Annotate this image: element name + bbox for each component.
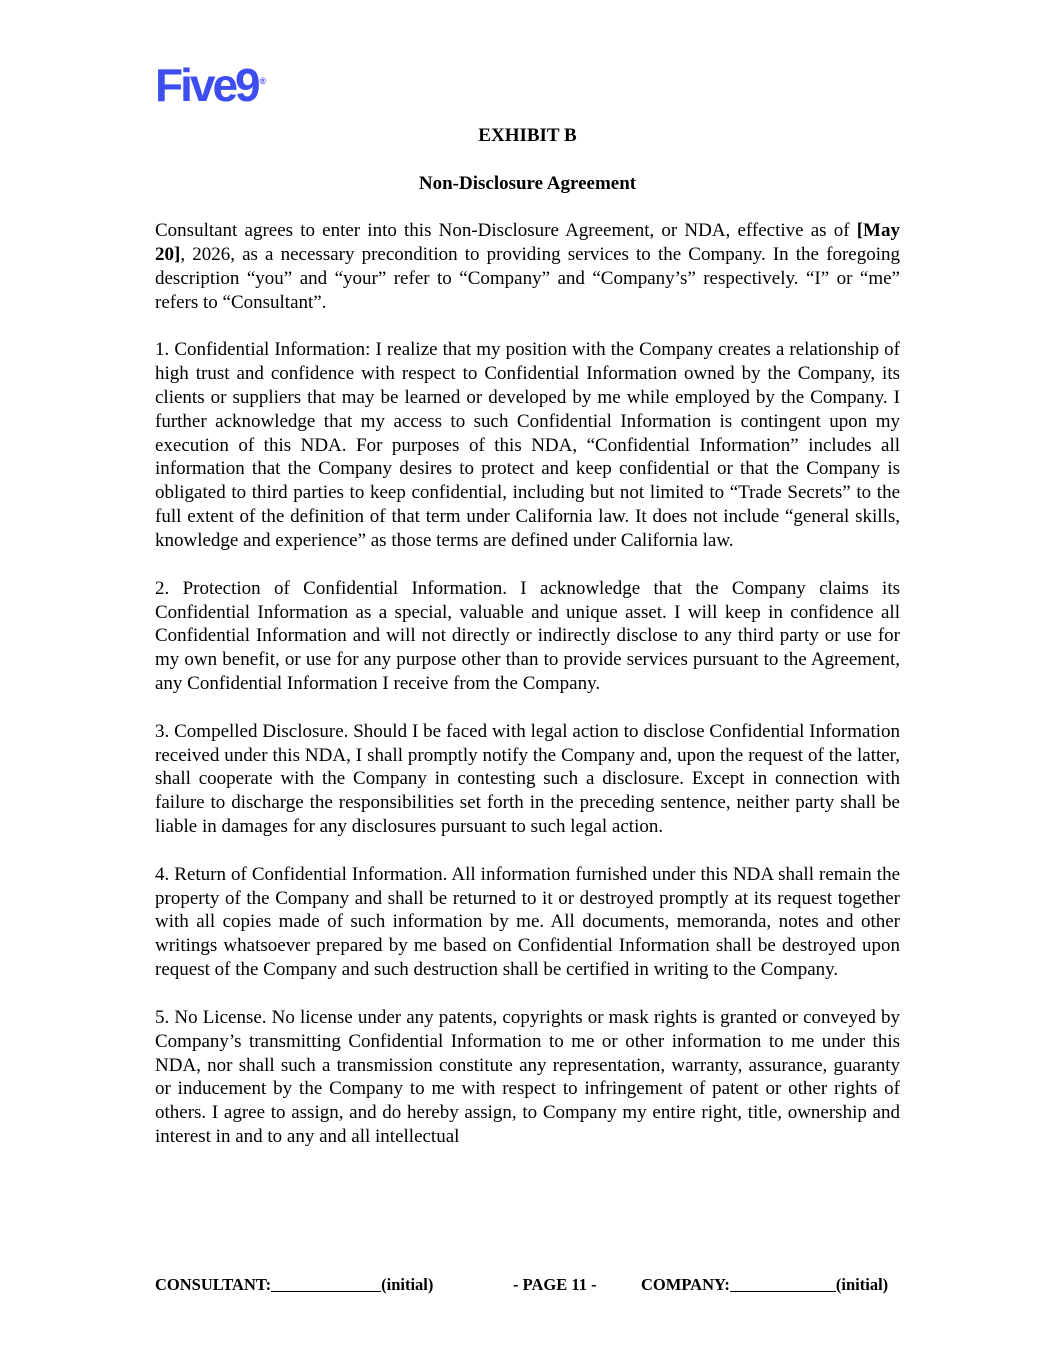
agreement-body [155,219,900,1173]
section-return: 4. Return of Confidential Information. All information furnished under this NDA shall remain the property of the Company and shall be returned to it or destroyed promptly at its request together with all copies made of such information by me. All documents, memoranda, notes and other writings whatsoever prepared by me based on Confidential Information shall be destroyed upon request of the Company and such destruction shall be certified in writing to the Company. [155,863,900,981]
intro-paragraph [155,219,900,314]
section-confidential-information: 1. Confidential Information: I realize that my position with the Company creates a relationship of high trust and confidence with respect to Confidential Information owned by the Company, its clients or suppliers that may be learned or developed by me while employed by the Company. I further acknowledge that my access to such Confidential Information is contingent upon my execution of this NDA. For purposes of this NDA, “Confidential Information” includes all information that the Company desires to protect and keep confidential or that the Company is obligated to third parties to keep confidential, including but not limited to “Trade Secrets” to the full extent of the definition of that term under California law. It does not include “general skills, knowledge and experience” as those terms are defined under California law. [155,339,900,551]
five9-logo [155,59,267,111]
section-protection: 2. Protection of Confidential Information. I acknowledge that the Company claims its Confidential Information as a special, valuable and unique asset. I will keep in confidence all Confidential Information and will not directly or indirectly disclose to any third party or use for my own benefit, or use for any purpose other than to provide services pursuant to the Agreement, any Confidential Information I receive from the Company. [155,577,900,695]
company-initial-label: (initial) [835,1275,889,1294]
company-label: COMPANY: [641,1275,730,1294]
consultant-initial-label: (initial) [381,1275,434,1294]
page-number: - PAGE 11 - [513,1275,597,1294]
intro-text-start: Consultant agrees to enter into this Non-Disclosure Agreement, or NDA, effective as of [155,220,857,241]
intro-text-end: , 2026, as a necessary precondition to providing services to the Company. In the foregoing description “you” and “your” refer to “Company” and “Company’s” respectively. “I” or “me” refers to “Consultant”. [155,243,900,313]
company-initial-line [730,1277,836,1292]
registered-mark: ® [259,76,267,86]
logo-text: Five9 [155,59,258,111]
consultant-label: CONSULTANT: [155,1275,272,1294]
exhibit-title: EXHIBIT B [478,125,577,146]
consultant-initial-line [271,1277,381,1292]
consultant-initial-block [155,1275,433,1295]
section-no-license: 5. No License. No license under any patents, copyrights or mask rights is granted or conveyed by Company’s transmitting Confidential Information to me or other information to me under this NDA, nor shall such a transmission constitute any representation, warranty, assurance, guaranty or inducement by the Company to me with respect to infringement of patent or other rights of others. I agree to assign, and do hereby assign, to Company my entire right, title, ownership and interest in and to any and all intellectual [155,1006,900,1148]
company-initial-block [641,1275,888,1295]
effective-date: [May 20] [155,220,900,265]
section-compelled-disclosure: 3. Compelled Disclosure. Should I be faced with legal action to disclose Confidential Information received under this NDA, I shall promptly notify the Company and, upon the request of the latter, shall cooperate with the Company in contesting such a disclosure. Except in connection with failure to discharge the responsibilities set forth in the preceding sentence, neither party shall be liable in damages for any disclosures pursuant to such legal action. [155,720,900,838]
agreement-title: Non-Disclosure Agreement [418,173,637,194]
